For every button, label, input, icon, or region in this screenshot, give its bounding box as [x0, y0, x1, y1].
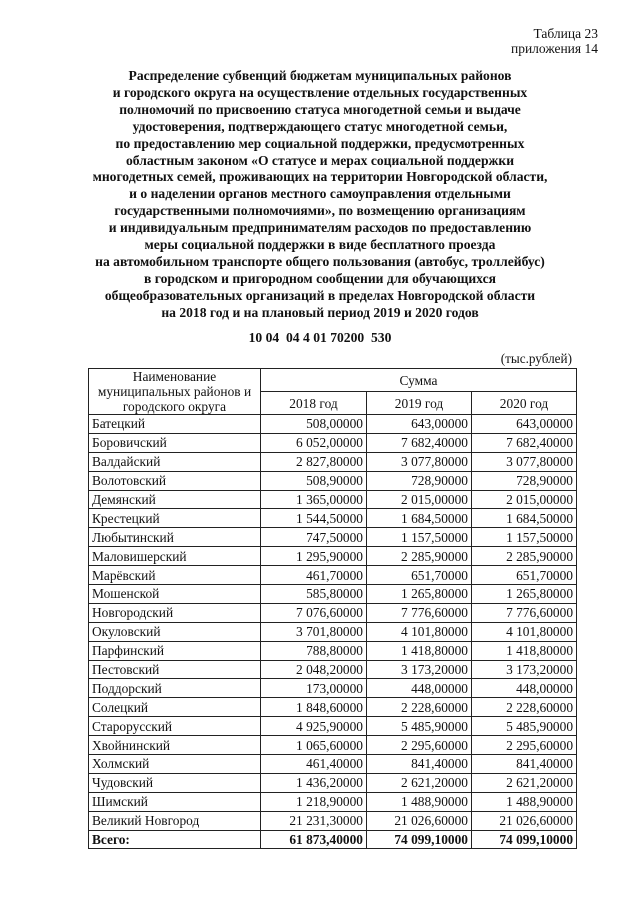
district-name: Солецкий [89, 698, 261, 717]
title-line: по предоставлению мер социальной поддержки, предусмотренных [115, 135, 525, 151]
table-row [89, 660, 577, 679]
value-2018: 461,40000 [261, 755, 367, 774]
column-header-2020: 2020 год [472, 392, 577, 415]
title-line: Распределение субвенций бюджетам муниципальных районов [128, 68, 512, 83]
document-title [60, 68, 580, 322]
table-row [89, 755, 577, 774]
title-line: удостоверения, подтверждающего статус многодетной семьи, [132, 118, 508, 134]
value-2018: 747,50000 [261, 528, 367, 547]
table-row [89, 433, 577, 452]
total-row [89, 830, 577, 849]
title-line: и городского округа на осуществление отдельных государственных [112, 84, 528, 100]
title-line: общеобразовательных организаций в пределах Новгородской области [104, 287, 536, 303]
title-line: областным законом «О статусе и мерах социальной поддержки [125, 152, 515, 168]
value-2020: 74 099,10000 [472, 830, 577, 849]
district-name: Великий Новгород [89, 811, 261, 830]
value-2019: 2 285,90000 [367, 547, 472, 566]
title-line: меры социальной поддержки в виде бесплатного проезда [144, 237, 496, 253]
value-2020: 21 026,60000 [472, 811, 577, 830]
value-2018: 1 218,90000 [261, 792, 367, 811]
value-2018: 1 065,60000 [261, 736, 367, 755]
value-2018: 1 544,50000 [261, 509, 367, 528]
value-2019: 4 101,80000 [367, 622, 472, 641]
value-2019: 1 157,50000 [367, 528, 472, 547]
district-name: Крестецкий [89, 509, 261, 528]
title-line: на автомобильном транспорте общего пользования (автобус, троллейбус) [95, 253, 545, 269]
title-line: в городском и пригородном сообщении для обучающихся [144, 270, 496, 286]
value-2019: 5 485,90000 [367, 717, 472, 736]
table-number: Таблица 23 [533, 26, 598, 41]
table-row [89, 622, 577, 641]
district-name: Пестовский [89, 660, 261, 679]
table-row [89, 717, 577, 736]
value-2020: 2 621,20000 [472, 773, 577, 792]
table-row [89, 452, 577, 471]
table-row [89, 736, 577, 755]
value-2018: 173,00000 [261, 679, 367, 698]
district-name: Чудовский [89, 773, 261, 792]
column-header-name: Наименование муниципальных районов и городского округа [89, 369, 261, 415]
value-2020: 1 157,50000 [472, 528, 577, 547]
value-2020: 1 265,80000 [472, 585, 577, 604]
value-2018: 1 848,60000 [261, 698, 367, 717]
value-2018: 1 365,00000 [261, 490, 367, 509]
title-line: на 2018 год и на плановый период 2019 и 2020 годов [161, 304, 479, 320]
value-2020: 1 684,50000 [472, 509, 577, 528]
value-2019: 1 418,80000 [367, 641, 472, 660]
district-name: Парфинский [89, 641, 261, 660]
value-2019: 1 488,90000 [367, 792, 472, 811]
value-2020: 2 015,00000 [472, 490, 577, 509]
value-2020: 7 682,40000 [472, 433, 577, 452]
value-2018: 461,70000 [261, 566, 367, 585]
value-2020: 4 101,80000 [472, 622, 577, 641]
district-name: Всего: [89, 830, 261, 849]
value-2020: 2 228,60000 [472, 698, 577, 717]
district-name: Боровичский [89, 433, 261, 452]
value-2019: 2 228,60000 [367, 698, 472, 717]
table-row [89, 773, 577, 792]
district-name: Новгородский [89, 603, 261, 622]
value-2019: 74 099,10000 [367, 830, 472, 849]
table-caption [511, 26, 598, 56]
value-2018: 508,00000 [261, 415, 367, 434]
district-name: Маловишерский [89, 547, 261, 566]
value-2018: 2 827,80000 [261, 452, 367, 471]
district-name: Волотовский [89, 471, 261, 490]
value-2019: 2 295,60000 [367, 736, 472, 755]
table-row [89, 679, 577, 698]
district-name: Холмский [89, 755, 261, 774]
value-2018: 788,80000 [261, 641, 367, 660]
appendix-ref: приложения 14 [510, 41, 598, 56]
value-2019: 841,40000 [367, 755, 472, 774]
value-2019: 2 015,00000 [367, 490, 472, 509]
district-name: Демянский [89, 490, 261, 509]
value-2019: 7 776,60000 [367, 603, 472, 622]
district-name: Старорусский [89, 717, 261, 736]
value-2020: 3 173,20000 [472, 660, 577, 679]
value-2020: 728,90000 [472, 471, 577, 490]
value-2018: 585,80000 [261, 585, 367, 604]
district-name: Хвойнинский [89, 736, 261, 755]
value-2020: 2 285,90000 [472, 547, 577, 566]
units-label: (тыс.рублей) [500, 351, 572, 366]
value-2019: 1 684,50000 [367, 509, 472, 528]
value-2019: 7 682,40000 [367, 433, 472, 452]
table-row [89, 603, 577, 622]
value-2018: 1 436,20000 [261, 773, 367, 792]
table-row [89, 528, 577, 547]
table-row [89, 566, 577, 585]
table-row [89, 547, 577, 566]
district-name: Марёвский [89, 566, 261, 585]
table-body [89, 415, 577, 849]
table-row [89, 792, 577, 811]
value-2018: 6 052,00000 [261, 433, 367, 452]
district-name: Батецкий [89, 415, 261, 434]
subsidy-table [88, 368, 577, 849]
value-2019: 651,70000 [367, 566, 472, 585]
column-header-2018: 2018 год [261, 392, 367, 415]
value-2020: 3 077,80000 [472, 452, 577, 471]
value-2018: 21 231,30000 [261, 811, 367, 830]
value-2020: 643,00000 [472, 415, 577, 434]
value-2019: 728,90000 [367, 471, 472, 490]
value-2019: 448,00000 [367, 679, 472, 698]
value-2020: 2 295,60000 [472, 736, 577, 755]
budget-code: 10 04 04 4 01 70200 530 [248, 330, 392, 345]
table-row [89, 415, 577, 434]
value-2019: 643,00000 [367, 415, 472, 434]
value-2020: 1 418,80000 [472, 641, 577, 660]
title-line: и о наделении органов местного самоуправления отдельными [129, 186, 511, 202]
table-row [89, 509, 577, 528]
value-2018: 508,90000 [261, 471, 367, 490]
value-2020: 651,70000 [472, 566, 577, 585]
column-header-sum: Сумма [261, 369, 577, 392]
district-name: Мошенской [89, 585, 261, 604]
value-2019: 21 026,60000 [367, 811, 472, 830]
value-2020: 841,40000 [472, 755, 577, 774]
table-row [89, 641, 577, 660]
value-2019: 3 077,80000 [367, 452, 472, 471]
district-name: Окуловский [89, 622, 261, 641]
column-header-2019: 2019 год [367, 392, 472, 415]
table-row [89, 811, 577, 830]
district-name: Шимский [89, 792, 261, 811]
district-name: Поддорский [89, 679, 261, 698]
value-2019: 1 265,80000 [367, 585, 472, 604]
value-2018: 1 295,90000 [261, 547, 367, 566]
table-row [89, 585, 577, 604]
value-2020: 5 485,90000 [472, 717, 577, 736]
title-line: государственными полномочиями», по возмещению организациям [114, 203, 526, 219]
title-line: многодетных семей, проживающих на территории Новгородской области, [92, 169, 548, 185]
value-2019: 2 621,20000 [367, 773, 472, 792]
value-2020: 448,00000 [472, 679, 577, 698]
district-name: Валдайский [89, 452, 261, 471]
value-2018: 4 925,90000 [261, 717, 367, 736]
district-name: Любытинский [89, 528, 261, 547]
title-line: и индивидуальным предпринимателям расходов по предоставлению [108, 220, 532, 236]
value-2018: 61 873,40000 [261, 830, 367, 849]
table-row [89, 490, 577, 509]
value-2018: 7 076,60000 [261, 603, 367, 622]
value-2019: 3 173,20000 [367, 660, 472, 679]
title-line: полномочий по присвоению статуса многодетной семьи и выдаче [119, 101, 521, 117]
table-row [89, 698, 577, 717]
table-row [89, 471, 577, 490]
value-2020: 7 776,60000 [472, 603, 577, 622]
value-2020: 1 488,90000 [472, 792, 577, 811]
value-2018: 2 048,20000 [261, 660, 367, 679]
value-2018: 3 701,80000 [261, 622, 367, 641]
